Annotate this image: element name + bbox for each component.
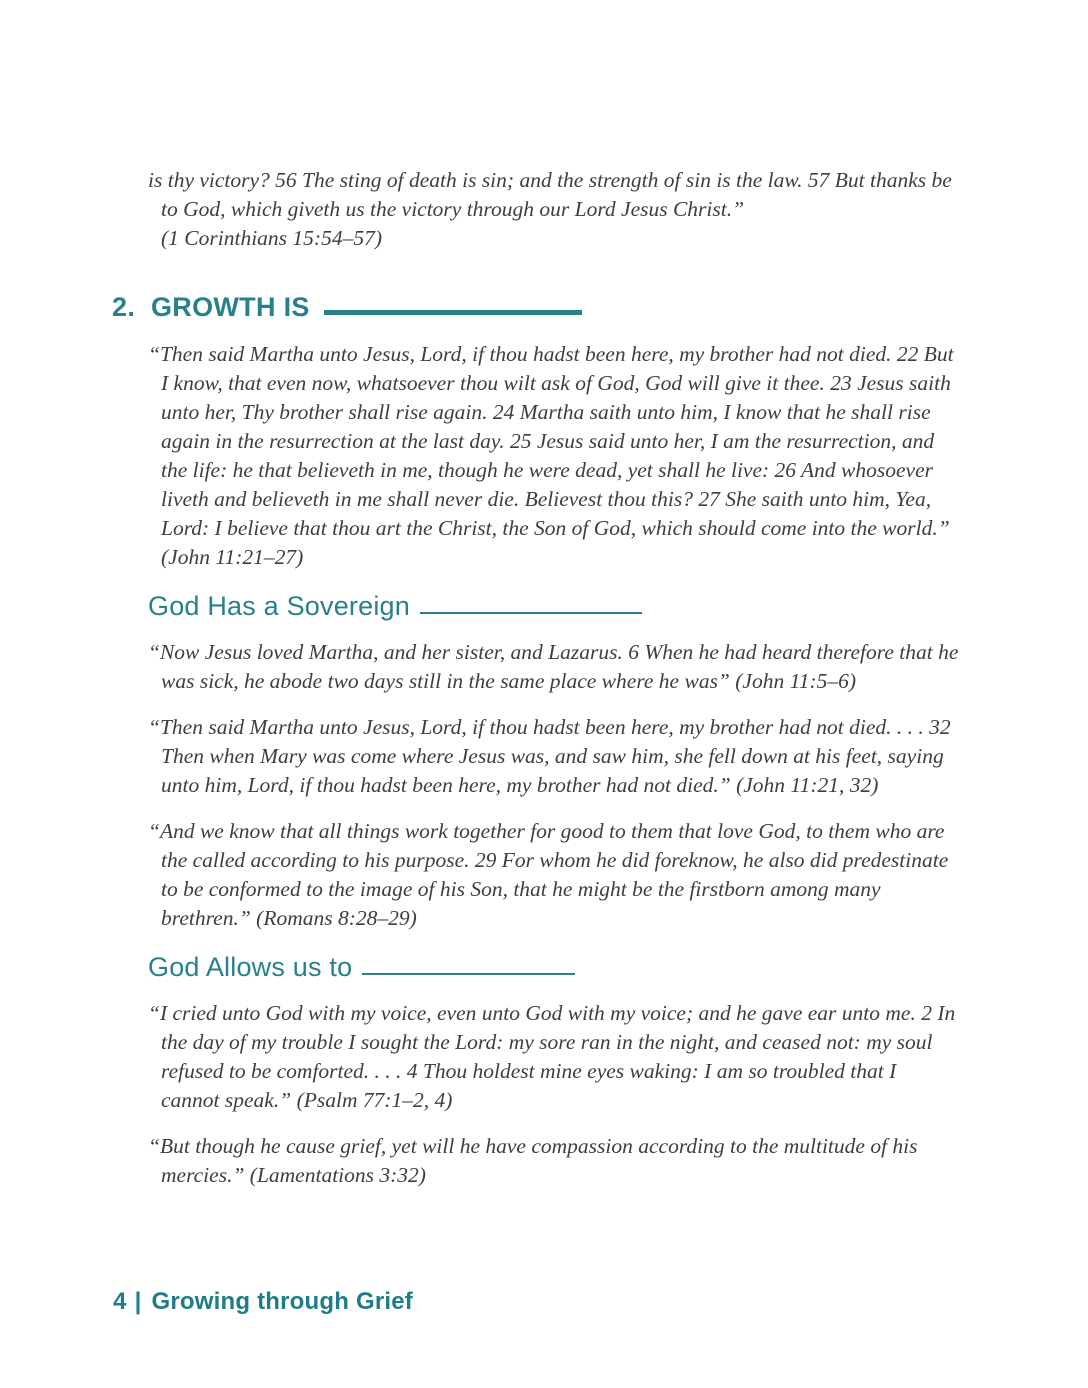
- scripture-paragraph: [148, 340, 960, 572]
- subheading-title: God Has a Sovereign: [148, 591, 410, 621]
- intro-quote-text: is thy victory? 56 The sting of death is sin; and the strength of sin is the law. 57 But thanks be to God, which giveth us the victory through our Lord Jesus Christ.”: [148, 168, 952, 221]
- scripture-text: “And we know that all things work together for good to them that love God, to them who are the called according to his purpose. 29 For whom he did foreknow, he also did predestinate to be conformed to the image of his Son, that he might be the firstborn among many brethren.”: [148, 819, 949, 930]
- scripture-text: “But though he cause grief, yet will he have compassion according to the multitude of his mercies.”: [148, 1134, 918, 1187]
- footer-page-number: 4: [113, 1288, 127, 1315]
- scripture-paragraph: [148, 1132, 960, 1190]
- scripture-citation: (Lamentations 3:32): [249, 1163, 426, 1187]
- subheading-god-has-a-sovereign: [148, 589, 960, 623]
- fill-in-blank-line: [362, 973, 575, 976]
- section-heading: [112, 291, 960, 323]
- intro-quote-paragraph: [148, 166, 960, 253]
- footer-divider: |: [134, 1288, 142, 1315]
- page-footer: [113, 1288, 413, 1316]
- subheading-title: God Allows us to: [148, 952, 353, 982]
- fill-in-blank-line: [324, 310, 582, 315]
- scripture-citation: (John 11:5–6): [735, 669, 857, 693]
- scripture-text: “Then said Martha unto Jesus, Lord, if thou hadst been here, my brother had not died. 22 But I know, that even now, whatsoever thou wilt ask of God, God will give it thee. 23 Jesus saith unto her, Thy brother shall rise again. 24 Martha saith unto him, I know that he shall rise again in the resurrection at the last day. 25 Jesus said unto her, I am the resurrection, and the life: he that believeth in me, though he were dead, yet shall he live: 26 And whosoever liveth and believeth in me shall never die. Believest thou this? 27 She saith unto him, Yea, Lord: I believe that thou art the Christ, the Son of God, which should come into the world.”: [148, 342, 954, 540]
- scripture-citation: (John 11:21, 32): [736, 773, 879, 797]
- fill-in-blank-line: [420, 612, 642, 615]
- scripture-text: “Then said Martha unto Jesus, Lord, if thou hadst been here, my brother had not died. . . . 32 Then when Mary was come where Jesus was, and saw him, she fell down at his feet, saying unto him, Lord, if thou hadst been here, my brother had not died.”: [148, 715, 951, 797]
- scripture-citation: (Romans 8:28–29): [256, 906, 417, 930]
- intro-quote-citation: (1 Corinthians 15:54–57): [161, 226, 382, 250]
- page-content: [112, 166, 960, 1207]
- scripture-text: “Now Jesus loved Martha, and her sister, and Lazarus. 6 When he had heard therefore that he was sick, he abode two days still in the same place where he was”: [148, 640, 959, 693]
- scripture-paragraph: [148, 999, 960, 1115]
- scripture-text: “I cried unto God with my voice, even unto God with my voice; and he gave ear unto me. 2 In the day of my trouble I sought the Lord: my sore ran in the night, and ceased not: my soul refused to be comforted. . . . 4 Thou holdest mine eyes waking: I am so troubled that I cannot speak.”: [148, 1001, 956, 1112]
- section-number: 2.: [112, 292, 136, 322]
- scripture-paragraph: [148, 638, 960, 696]
- scripture-citation: (John 11:21–27): [161, 545, 304, 569]
- subheading-god-allows-us-to: [148, 950, 960, 984]
- scripture-paragraph: [148, 817, 960, 933]
- footer-booklet-title: Growing through Grief: [151, 1288, 413, 1315]
- section-title: GROWTH IS: [151, 292, 310, 322]
- scripture-paragraph: [148, 713, 960, 800]
- scripture-citation: (Psalm 77:1–2, 4): [296, 1088, 453, 1112]
